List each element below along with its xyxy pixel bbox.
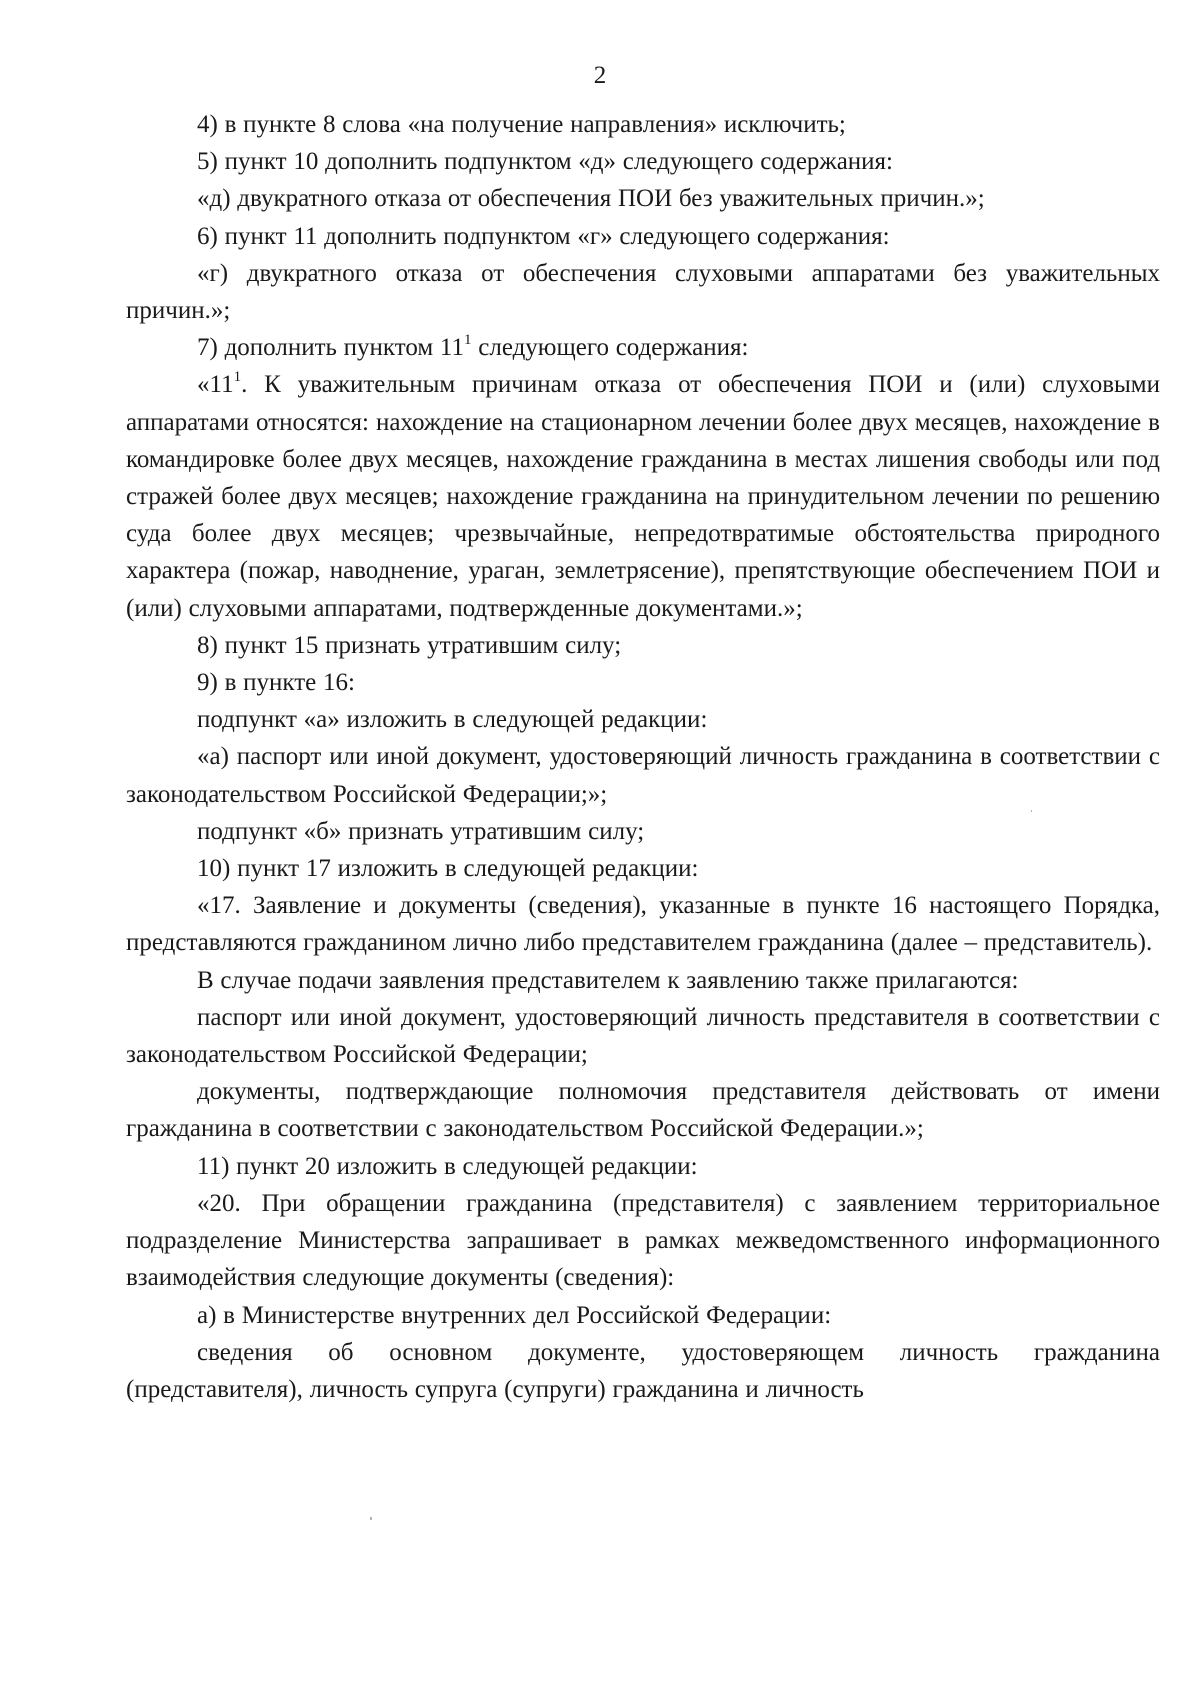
page-number: 2 [593, 62, 607, 89]
scan-speck [1031, 810, 1032, 812]
paragraph-subitem-g: «г) двукратного отказа от обеспечения слуховыми аппаратами без уважительных причин.»; [126, 259, 1160, 325]
paragraph-item-4: 4) в пункте 8 слова «на получение направления» исключить; [197, 111, 846, 138]
paragraph-subitem-d: «д) двукратного отказа от обеспечения ПОИ без уважительных причин.»; [197, 185, 985, 213]
paragraph-point-17: «17. Заявление и документы (сведения), указанные в пункте 16 настоящего Порядка, представляются гражданином лично либо представителем гражданина (далее – представитель). [126, 892, 1160, 957]
paragraph-item-6: 6) пункт 11 дополнить подпунктом «г» следующего содержания: [197, 222, 890, 250]
paragraph-item-9: 9) в пункте 16: [197, 669, 355, 697]
paragraph-item-5: 5) пункт 10 дополнить подпунктом «д» следующего содержания: [197, 148, 893, 176]
paragraph-subitem-a-intro: подпункт «а» изложить в следующей редакции: [197, 706, 708, 734]
paragraph-subitem-b: подпункт «б» признать утратившим силу; [197, 817, 645, 845]
paragraph-point-20: «20. При обращении гражданина (представителя) с заявлением территориальное подразделение Министерства запрашивает в рамках межведомственного информационного взаимодействия следующие документы (сведения): [126, 1189, 1160, 1292]
paragraph-representative-case: В случае подачи заявления представителем к заявлению также прилагаются: [197, 966, 1019, 994]
paragraph-identity-info: сведения об основном документе, удостоверяющем личность гражданина (представителя), личность супруга (супруги) гражданина и личность [126, 1338, 1160, 1403]
scan-speck [370, 1517, 372, 1520]
paragraph-point-11-1: «$11^1$. К уважительным причинам отказа от обеспечения ПОИ и (или) слуховыми аппаратами относятся: нахождение на стационарном лечении более двух месяцев, нахождение в командировке более двух месяцев, нахождение гражданина в местах лишения свободы или под стражей более двух месяцев; нахождение гражданина на принудительном лечении по решению суда более двух месяцев; чрезвычайные, непредотвратимые обстоятельства природного характера (пожар, наводнение, ураган, землетрясение), препятствующие обеспечением ПОИ и (или) слуховыми аппаратами, подтвержденные документами.»; [126, 369, 1160, 622]
paragraph-item-7: 7) дополнить пунктом $11^1$ следующего содержания: [197, 331, 749, 362]
document-body [126, 106, 1160, 1408]
paragraph-item-10: 10) пункт 17 изложить в следующей редакции: [197, 855, 699, 883]
paragraph-representative-passport: паспорт или иной документ, удостоверяющий личность представителя в соответствии с законодательством Российской Федерации; [126, 1003, 1160, 1069]
paragraph-representative-powers: документы, подтверждающие полномочия представителя действовать от имени гражданина в соответствии с законодательством Российской Федерации.»; [126, 1078, 1160, 1143]
paragraph-subitem-a-mvd: а) в Министерстве внутренних дел Российской Федерации: [197, 1301, 832, 1329]
paragraph-item-8: 8) пункт 15 признать утратившим силу; [197, 631, 622, 659]
paragraph-item-11: 11) пункт 20 изложить в следующей редакции: [197, 1152, 698, 1180]
paragraph-subitem-a-text: «а) паспорт или иной документ, удостоверяющий личность гражданина в соответствии с законодательством Российской Федерации;»; [126, 743, 1160, 808]
